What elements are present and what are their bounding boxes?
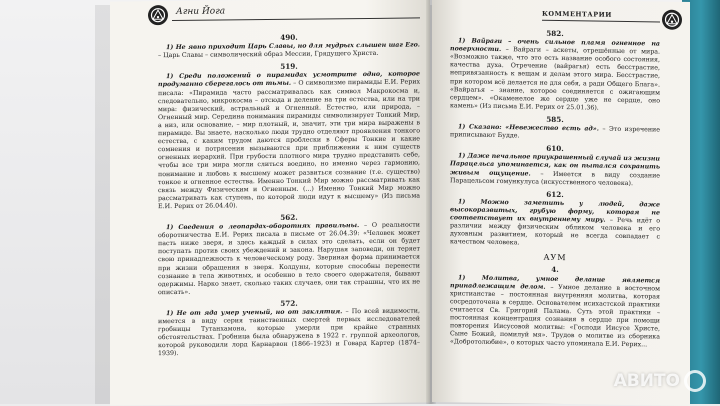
- agni-yoga-emblem-icon: [148, 5, 168, 25]
- commentary-paragraph: [450, 123, 660, 142]
- quoted-lead: 1) Даже печальное приукрашенный случай из жизни Парацельса упоминается, как он пытался сохранить живым ощущение.: [450, 152, 661, 178]
- commentary-text: – Царь Славы – символический образ Мессии, Грядущего Христа.: [158, 50, 379, 60]
- section-number: 572.: [280, 298, 298, 308]
- section-number: 582.: [546, 28, 564, 39]
- commentary-paragraph: [450, 198, 660, 250]
- commentary-text: – Умное делание в восточном христианстве – постоянная внутренняя молитва, которая сосредоточена в сердце. Основателем исихастской практики считается Св. Григорий Палама. Суть этой практики – постоянная концентрация сознания в сердце при помощи повторения Иисусовой молитвы: «Господи Иисусе Христе, Сыне Божий, помилуй мя». Трудов о молитве из сборника «Добротолюбие», о которых часто упоминала Е.И. Рерих...: [450, 283, 661, 349]
- section-number: 585.: [546, 114, 564, 124]
- quoted-lead: 1) Среди положений о пирамидах усмотрите одно, которое продуманно сберегалось от тьмы.: [158, 70, 420, 89]
- commentary-text: – О символизме пирамиды Е.И. Рерих писала: «Пирамида часто рассматривалась как символ Макрокосма и, следовательно, микрокосма – отсюда и деление на три естества, или на три мира: физический, астральный и Огненный. Естество, или природа, – Огненный мир. Середина понимания пирамиды символизирует Тонкий Мир, а низ, или основание, – мир плотный, и, значит, эти три мира выражены в пирамиде. Вы знаете, насколько люди трудно отделяют проявления тонкого естества, с каким трудом даются проблески в Сферы Тонкие и какие сомнения и потрясения вызываются при приближении к ним существ огненных иерархий. При грубости плотного мира трудно представить себе, чтобы все три мира могли слиться воедино, но именно через гармонию, понимание и любовь к высшему может развиться сознание (т.е. существо) тонкое и огненное естества. Именно Тонкий Мир можно рассматривать как связь между Физическим и Огненным. (...) Именно Тонкий Мир можно рассматривать как ступень, по которой люди идут к высшему» (Из письма Е.И. Рерих от 26.04.40).: [158, 78, 420, 211]
- quoted-lead: 1) Молитва, умное делание является принадлежащим делом.: [450, 273, 660, 291]
- quoted-lead: 1) Сказано: «Невежество есть ад».: [458, 123, 599, 133]
- section-number: 490.: [280, 32, 298, 42]
- commentary-paragraph: [158, 71, 420, 211]
- section-number: 4.: [551, 265, 559, 275]
- commentary-text: – О реальности оборотничества Е.И. Рерих писала в письме от 26.04.39: «Человек может пасть ниже зверя, и здесь каждый в силах это сделать, если он будет поступать против своих убеждений и закона. Нарушая заповеди, он теряет свою принадлежность к человеческому роду. Звериная форма принимается при жизни обращения в зверя. Колдуны, которые способны перенести сознание в тела животных, и особенно в тело своего одержателя, бывают одержимы. Нарко знает, сколько таких случаев, они так страшны, что их не описать».: [158, 221, 420, 296]
- commentary-paragraph: [450, 274, 660, 350]
- header-rule: [172, 17, 420, 21]
- left-page: [110, 0, 430, 406]
- commentary-text: – Вайраги – аскеты, отрешённые от мира. «Возможно также, что это есть название особого состояния, качества духа. Отречение (вайрагья) есть бесстрастие, непривязанность к вещам и делам этого мира. Бесстрастие, при котором всё делается не для себя, а ради Общего Блага». «Вайрагья – знание, которое соединяется с ожигающим сердцем». «Окаменелое же сердце уже не сердце, оно камень» (Из письма Е.И. Рерих от 25.01.36).: [450, 46, 660, 112]
- quoted-lead: 1) Не явно приходит Царь Славы, но для мудрых слышен шаг Его.: [166, 41, 420, 52]
- commentary-text: – Имеется в виду создание Парацельсом гомункулуса (искусственного человека).: [450, 170, 660, 187]
- running-title: Агни Йога: [176, 6, 226, 17]
- watermark-label: АВИТО: [613, 371, 680, 391]
- section-number: 612.: [546, 189, 564, 199]
- right-page: [432, 0, 690, 406]
- commentary-text: – Речь идёт о различии между физическим обликом человека и его духовным развитием, который не всегда совпадает с качеством человека.: [450, 216, 660, 247]
- commentary-paragraph: [450, 153, 660, 189]
- section-number: 610.: [546, 143, 564, 154]
- header-rule: [542, 20, 660, 23]
- quoted-lead: 1) Можно заметить у людей, даже высокоразвитых, грубую форму, которая не соответствует их внутреннему миру.: [450, 198, 660, 224]
- commentary-text: – Это изречение приписывают Будде.: [450, 125, 660, 140]
- quoted-lead: 1) Не от яда умер ученый, но от заклятия.: [166, 308, 343, 318]
- commentary-paragraph: [158, 307, 420, 358]
- quoted-lead: 1) Сведения о леопардах-оборотнях правильны.: [166, 222, 360, 232]
- watermark-logo-icon: [684, 370, 706, 392]
- section-title: АУМ: [543, 253, 567, 263]
- commentary-paragraph: [158, 221, 420, 297]
- section-number: 562.: [280, 212, 298, 222]
- watermark: [614, 370, 706, 392]
- running-title: КОММЕНТАРИИ: [542, 9, 612, 19]
- agni-yoga-emblem-icon: [662, 10, 682, 30]
- quoted-lead: 1) Вайраги – очень сильное пламя огненное на поверхности.: [450, 37, 660, 54]
- commentary-paragraph: [158, 42, 420, 61]
- section-number: 519.: [280, 61, 298, 72]
- left-page-header: [148, 2, 418, 29]
- right-text-column: [450, 24, 660, 350]
- commentary-paragraph: [450, 37, 660, 113]
- commentary-text: – По всей видимости, имеется в виду серия таинственных смертей первых исследователей гробницы Тутанхамона, которые умерли при крайне странных обстоятельствах. Гробница была обнаружена в 1922 г. группой археологов, которой руководили лорд Карнарвон (1866–1923) и Говард Картер (1874–1939).: [158, 307, 420, 358]
- left-text-column: [158, 28, 420, 358]
